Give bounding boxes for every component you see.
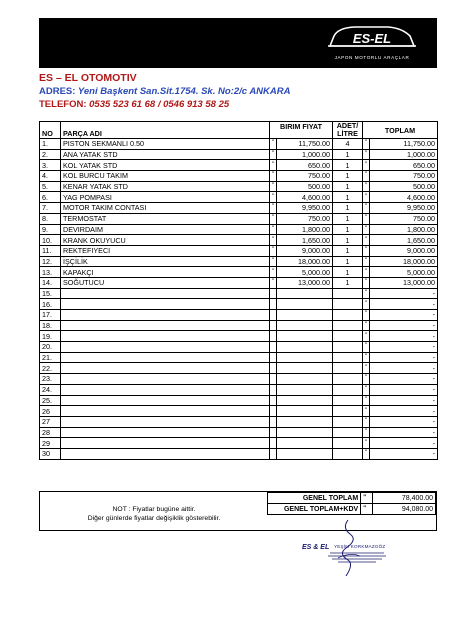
unit-price xyxy=(277,363,333,374)
unit-price: 11,750.00 xyxy=(277,139,333,150)
totals-table xyxy=(267,492,436,515)
currency-mark: " xyxy=(363,416,370,427)
quantity: 1 xyxy=(333,277,363,288)
currency-mark: " xyxy=(363,427,370,438)
grand-total-value: 78,400.00 xyxy=(373,493,436,504)
row-number: 7. xyxy=(40,203,61,214)
currency-mark: " xyxy=(363,245,370,256)
unit-price xyxy=(277,299,333,310)
row-total: 1,800.00 xyxy=(370,224,438,235)
table-row xyxy=(40,139,438,150)
row-number: 17. xyxy=(40,310,61,321)
currency-mark: " xyxy=(270,235,277,246)
part-name xyxy=(61,363,270,374)
currency-mark: " xyxy=(363,160,370,171)
grand-total-kdv-value: 94,080.00 xyxy=(373,504,436,515)
currency-mark: " xyxy=(363,235,370,246)
phone-label: TELEFON: xyxy=(39,99,87,110)
table-row xyxy=(40,245,438,256)
currency-mark: " xyxy=(363,310,370,321)
row-number: 5. xyxy=(40,181,61,192)
unit-price: 500.00 xyxy=(277,181,333,192)
unit-price xyxy=(277,384,333,395)
logo-subtitle: JAPON MOTORLU ARAÇLAR xyxy=(334,55,410,60)
part-name xyxy=(61,448,270,459)
row-total: - xyxy=(370,384,438,395)
row-number: 26 xyxy=(40,406,61,417)
currency-mark xyxy=(270,320,277,331)
company-logo xyxy=(319,22,425,64)
part-name xyxy=(61,342,270,353)
quantity xyxy=(333,438,363,449)
currency-mark: " xyxy=(363,192,370,203)
quantity xyxy=(333,342,363,353)
table-row xyxy=(40,342,438,353)
currency-mark: " xyxy=(363,342,370,353)
row-total: 9,000.00 xyxy=(370,245,438,256)
company-phone xyxy=(39,99,229,110)
grand-total-row xyxy=(268,493,436,504)
currency-mark xyxy=(270,416,277,427)
table-row xyxy=(40,160,438,171)
row-number: 28 xyxy=(40,427,61,438)
unit-price xyxy=(277,320,333,331)
part-name xyxy=(61,320,270,331)
grand-total-kdv-row xyxy=(268,504,436,515)
part-name xyxy=(61,288,270,299)
row-total: - xyxy=(370,438,438,449)
quantity: 1 xyxy=(333,181,363,192)
row-number: 20. xyxy=(40,342,61,353)
quantity xyxy=(333,352,363,363)
row-total: - xyxy=(370,310,438,321)
part-name: KRANK OKUYUCU xyxy=(61,235,270,246)
row-total: - xyxy=(370,352,438,363)
currency-mark: " xyxy=(363,406,370,417)
part-name: KAPAKÇI xyxy=(61,267,270,278)
header-part-name: PARÇA ADI xyxy=(61,122,270,139)
quantity: 1 xyxy=(333,224,363,235)
part-name: REKTEFIYECI xyxy=(61,245,270,256)
part-name xyxy=(61,438,270,449)
quantity: 1 xyxy=(333,149,363,160)
part-name: YAG POMPASI xyxy=(61,192,270,203)
row-total: - xyxy=(370,342,438,353)
currency-mark xyxy=(270,310,277,321)
currency-mark: " xyxy=(270,213,277,224)
row-total: 1,650.00 xyxy=(370,235,438,246)
currency-mark: " xyxy=(270,181,277,192)
row-number: 24. xyxy=(40,384,61,395)
row-total: - xyxy=(370,374,438,385)
currency-mark: " xyxy=(363,299,370,310)
currency-mark xyxy=(270,395,277,406)
header-total: TOPLAM xyxy=(363,122,438,139)
table-row xyxy=(40,310,438,321)
row-number: 11. xyxy=(40,245,61,256)
row-number: 13. xyxy=(40,267,61,278)
summary-box xyxy=(39,491,437,531)
part-name: MOTOR TAKIM CONTASI xyxy=(61,203,270,214)
quantity xyxy=(333,331,363,342)
stamp-logo: ES & EL xyxy=(302,544,330,551)
address-label: ADRES: xyxy=(39,86,76,97)
row-total: - xyxy=(370,363,438,374)
row-number: 22. xyxy=(40,363,61,374)
row-total: - xyxy=(370,288,438,299)
table-row xyxy=(40,181,438,192)
currency-mark xyxy=(270,331,277,342)
table-row xyxy=(40,192,438,203)
currency-mark: " xyxy=(363,277,370,288)
table-row xyxy=(40,224,438,235)
part-name: ANA YATAK STD xyxy=(61,149,270,160)
table-row xyxy=(40,438,438,449)
row-number: 4. xyxy=(40,171,61,182)
table-row xyxy=(40,203,438,214)
part-name xyxy=(61,416,270,427)
unit-price xyxy=(277,416,333,427)
company-name: ES – EL OTOMOTIV xyxy=(39,72,137,84)
grand-total-label: GENEL TOPLAM xyxy=(268,493,361,504)
currency-mark: " xyxy=(270,160,277,171)
part-name: KOL YATAK STD xyxy=(61,160,270,171)
part-name xyxy=(61,352,270,363)
unit-price: 4,600.00 xyxy=(277,192,333,203)
row-number: 21. xyxy=(40,352,61,363)
row-total: 9,950.00 xyxy=(370,203,438,214)
row-number: 8. xyxy=(40,213,61,224)
quantity xyxy=(333,395,363,406)
quantity: 1 xyxy=(333,171,363,182)
unit-price: 1,650.00 xyxy=(277,235,333,246)
currency-mark: " xyxy=(363,149,370,160)
currency-mark xyxy=(270,342,277,353)
part-name xyxy=(61,395,270,406)
row-number: 12. xyxy=(40,256,61,267)
quantity xyxy=(333,288,363,299)
table-row xyxy=(40,213,438,224)
unit-price: 750.00 xyxy=(277,213,333,224)
unit-price: 750.00 xyxy=(277,171,333,182)
table-row xyxy=(40,374,438,385)
row-total: - xyxy=(370,331,438,342)
car-logo-icon xyxy=(324,22,420,54)
currency-mark xyxy=(270,288,277,299)
currency-mark xyxy=(270,438,277,449)
currency-mark: " xyxy=(363,384,370,395)
quantity xyxy=(333,320,363,331)
table-row xyxy=(40,267,438,278)
part-name: İŞÇİLİK xyxy=(61,256,270,267)
table-row xyxy=(40,384,438,395)
table-row xyxy=(40,395,438,406)
quantity: 1 xyxy=(333,203,363,214)
currency-mark: " xyxy=(270,139,277,150)
currency-mark: " xyxy=(270,171,277,182)
row-total: 5,000.00 xyxy=(370,267,438,278)
unit-price: 1,800.00 xyxy=(277,224,333,235)
table-row xyxy=(40,352,438,363)
part-name xyxy=(61,331,270,342)
part-name xyxy=(61,427,270,438)
table-row xyxy=(40,277,438,288)
quantity xyxy=(333,406,363,417)
currency-mark: " xyxy=(270,149,277,160)
row-total: 13,000.00 xyxy=(370,277,438,288)
row-number: 27 xyxy=(40,416,61,427)
quantity: 1 xyxy=(333,235,363,246)
currency-mark: " xyxy=(270,203,277,214)
part-name xyxy=(61,406,270,417)
currency-mark: " xyxy=(363,203,370,214)
row-number: 30 xyxy=(40,448,61,459)
table-row xyxy=(40,320,438,331)
row-number: 19. xyxy=(40,331,61,342)
part-name: KOL BURCU TAKIM xyxy=(61,171,270,182)
unit-price xyxy=(277,427,333,438)
currency-mark: " xyxy=(363,171,370,182)
unit-price: 9,000.00 xyxy=(277,245,333,256)
row-total: - xyxy=(370,416,438,427)
unit-price xyxy=(277,438,333,449)
currency-mark: " xyxy=(270,224,277,235)
currency-mark xyxy=(270,299,277,310)
row-total: - xyxy=(370,320,438,331)
currency-mark: " xyxy=(363,363,370,374)
part-name xyxy=(61,374,270,385)
unit-price xyxy=(277,342,333,353)
currency-mark: " xyxy=(270,277,277,288)
row-number: 29 xyxy=(40,438,61,449)
table-row xyxy=(40,235,438,246)
grand-total-kdv-label: GENEL TOPLAM+KDV xyxy=(268,504,361,515)
note-line-1: NOT : Fiyatlar bugüne aittir. xyxy=(112,506,196,513)
currency-mark: " xyxy=(363,395,370,406)
row-number: 10. xyxy=(40,235,61,246)
row-total: 750.00 xyxy=(370,171,438,182)
row-total: - xyxy=(370,299,438,310)
table-row xyxy=(40,288,438,299)
currency-mark: " xyxy=(363,438,370,449)
table-header-row xyxy=(40,122,438,139)
table-row xyxy=(40,448,438,459)
part-name: DEVIRDAIM xyxy=(61,224,270,235)
currency-mark: " xyxy=(361,493,373,504)
currency-mark: " xyxy=(363,352,370,363)
quantity: 1 xyxy=(333,213,363,224)
quantity: 1 xyxy=(333,256,363,267)
currency-mark xyxy=(270,448,277,459)
header-no: NO xyxy=(40,122,61,139)
currency-mark: " xyxy=(363,224,370,235)
unit-price xyxy=(277,352,333,363)
unit-price: 18,000.00 xyxy=(277,256,333,267)
parts-table xyxy=(39,121,438,460)
table-row xyxy=(40,363,438,374)
currency-mark: " xyxy=(363,288,370,299)
quantity xyxy=(333,363,363,374)
quantity: 4 xyxy=(333,139,363,150)
unit-price: 5,000.00 xyxy=(277,267,333,278)
quantity xyxy=(333,374,363,385)
currency-mark: " xyxy=(270,245,277,256)
header-qty: ADET/ LİTRE xyxy=(333,122,363,139)
row-number: 15. xyxy=(40,288,61,299)
row-number: 1. xyxy=(40,139,61,150)
part-name: TERMOSTAT xyxy=(61,213,270,224)
row-number: 23. xyxy=(40,374,61,385)
currency-mark xyxy=(270,384,277,395)
price-note xyxy=(44,506,264,523)
unit-price xyxy=(277,395,333,406)
part-name xyxy=(61,310,270,321)
header-unit-price: BIRIM FIYAT xyxy=(270,122,333,139)
unit-price xyxy=(277,406,333,417)
table-row xyxy=(40,149,438,160)
row-total: 18,000.00 xyxy=(370,256,438,267)
logo-text: ES-EL xyxy=(352,31,392,46)
currency-mark: " xyxy=(363,267,370,278)
currency-mark: " xyxy=(270,267,277,278)
quantity xyxy=(333,427,363,438)
row-total: - xyxy=(370,448,438,459)
currency-mark: " xyxy=(270,256,277,267)
unit-price: 13,000.00 xyxy=(277,277,333,288)
unit-price: 9,950.00 xyxy=(277,203,333,214)
currency-mark: " xyxy=(363,139,370,150)
currency-mark xyxy=(270,352,277,363)
stamp-line-1: YEŞİM KORKMAZGÖZ xyxy=(334,544,386,549)
currency-mark: " xyxy=(363,448,370,459)
table-row xyxy=(40,256,438,267)
quantity xyxy=(333,310,363,321)
row-total: 11,750.00 xyxy=(370,139,438,150)
row-total: 650.00 xyxy=(370,160,438,171)
row-number: 18. xyxy=(40,320,61,331)
row-total: 1,000.00 xyxy=(370,149,438,160)
currency-mark: " xyxy=(363,181,370,192)
currency-mark: " xyxy=(363,331,370,342)
table-row xyxy=(40,406,438,417)
unit-price xyxy=(277,288,333,299)
row-total: 750.00 xyxy=(370,213,438,224)
part-name xyxy=(61,299,270,310)
row-number: 16. xyxy=(40,299,61,310)
table-row xyxy=(40,331,438,342)
unit-price xyxy=(277,331,333,342)
table-row xyxy=(40,416,438,427)
part-name xyxy=(61,384,270,395)
row-number: 2. xyxy=(40,149,61,160)
signature-icon xyxy=(334,518,364,578)
quantity xyxy=(333,416,363,427)
row-total: 4,600.00 xyxy=(370,192,438,203)
currency-mark: " xyxy=(363,256,370,267)
currency-mark xyxy=(270,406,277,417)
table-row xyxy=(40,171,438,182)
address-value: Yeni Başkent San.Sit.1754. Sk. No:2/c ANKARA xyxy=(77,86,291,97)
unit-price: 1,000.00 xyxy=(277,149,333,160)
currency-mark xyxy=(270,427,277,438)
part-name: KENAR YATAK STD xyxy=(61,181,270,192)
unit-price xyxy=(277,374,333,385)
quantity: 1 xyxy=(333,160,363,171)
currency-mark: " xyxy=(363,374,370,385)
row-total: - xyxy=(370,406,438,417)
quantity: 1 xyxy=(333,245,363,256)
row-total: - xyxy=(370,395,438,406)
part-name: PISTON SEKMANLI 0.50 xyxy=(61,139,270,150)
header-banner xyxy=(39,18,437,68)
currency-mark: " xyxy=(363,320,370,331)
unit-price xyxy=(277,448,333,459)
unit-price: 650.00 xyxy=(277,160,333,171)
quantity: 1 xyxy=(333,267,363,278)
row-total: - xyxy=(370,427,438,438)
currency-mark: " xyxy=(270,192,277,203)
currency-mark: " xyxy=(363,213,370,224)
currency-mark xyxy=(270,363,277,374)
note-line-2: Diğer günlerde fiyatlar değişiklik gösterebilir. xyxy=(87,514,221,522)
row-number: 3. xyxy=(40,160,61,171)
phone-value: 0535 523 61 68 / 0546 913 58 25 xyxy=(89,99,230,110)
part-name: SOĞUTUCU xyxy=(61,277,270,288)
unit-price xyxy=(277,310,333,321)
table-row xyxy=(40,427,438,438)
quantity: 1 xyxy=(333,192,363,203)
quantity xyxy=(333,299,363,310)
quantity xyxy=(333,448,363,459)
row-number: 14. xyxy=(40,277,61,288)
company-address xyxy=(39,86,290,97)
currency-mark xyxy=(270,374,277,385)
table-row xyxy=(40,299,438,310)
row-total: 500.00 xyxy=(370,181,438,192)
row-number: 25. xyxy=(40,395,61,406)
row-number: 6. xyxy=(40,192,61,203)
currency-mark: " xyxy=(361,504,373,515)
row-number: 9. xyxy=(40,224,61,235)
quantity xyxy=(333,384,363,395)
